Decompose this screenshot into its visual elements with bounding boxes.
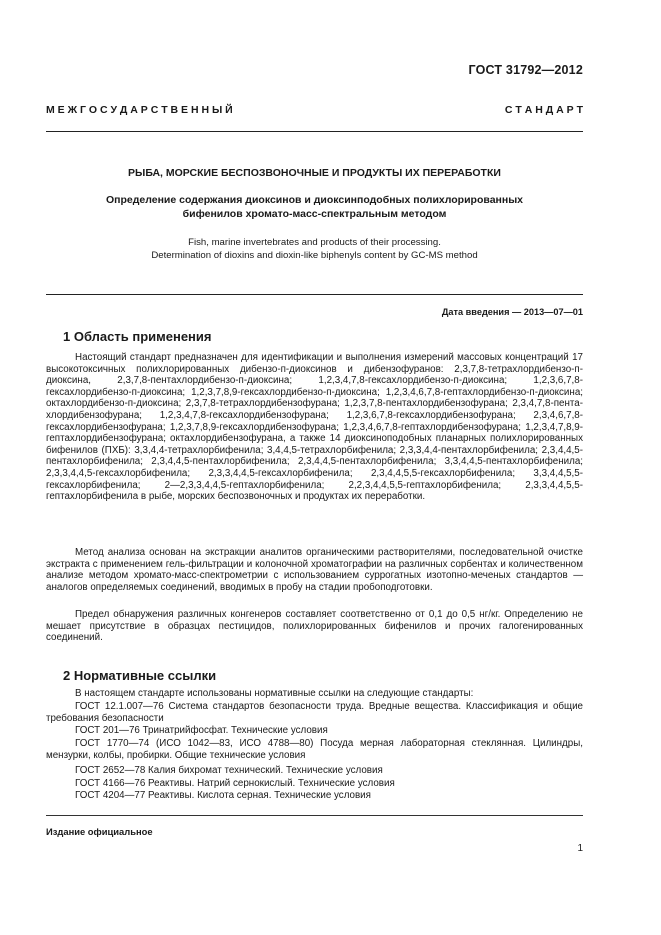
- english-title-line2: Determination of dioxins and dioxin-like biphenyls content by GC-MS method: [151, 250, 478, 261]
- reference-item: ГОСТ 2652—78 Калия бихромат технический. Технические условия: [75, 765, 383, 776]
- banner-word-standard: С Т А Н Д А Р Т: [504, 104, 583, 116]
- section-heading-scope: 1 Область применения: [63, 329, 212, 344]
- scope-paragraph-2: Метод анализа основан на экстракции аналитов органическими растворителями, последовательной очистке экстракта с применением гель-фильтрации и колоночной хроматографии на различных сорбентах и количественном анализе методом хромато-масс-спектрометрии с использованием суррогатных изотопно-меченых стандартов — аналогов определяемых соединений, вводимых в пробу на стадии пробоподготовки.: [46, 547, 583, 593]
- standard-type-banner: [46, 104, 583, 116]
- scope-paragraph-3: Предел обнаружения различных конгенеров составляет соответственно от 0,1 до 0,5 нг/кг. Определению не мешает присутствие в образцах пестицидов, полихлорированных бифенилов и прочих галогенированных соединений.: [46, 609, 583, 644]
- english-title: [80, 236, 549, 262]
- reference-item: ГОСТ 1770—74 (ИСО 1042—83, ИСО 4788—80) Посуда мерная лабораторная стеклянная. Цилиндры, мензурки, колбы, пробирки. Общие технические условия: [46, 738, 583, 761]
- page-number: 1: [577, 843, 583, 854]
- document-title: РЫБА, МОРСКИЕ БЕСПОЗВОНОЧНЫЕ И ПРОДУКТЫ ИХ ПЕРЕРАБОТКИ: [128, 167, 501, 179]
- footer-divider: [46, 815, 583, 816]
- reference-item: ГОСТ 12.1.007—76 Система стандартов безопасности труда. Вредные вещества. Классификация и общие требования безопасности: [46, 701, 583, 724]
- english-title-line1: Fish, marine invertebrates and products of their processing.: [188, 237, 441, 248]
- references-intro: В настоящем стандарте использованы нормативные ссылки на следующие стандарты:: [75, 688, 474, 699]
- section-heading-references: 2 Нормативные ссылки: [63, 668, 217, 683]
- top-divider: [46, 131, 583, 132]
- official-edition-label: Издание официальное: [46, 826, 153, 837]
- document-number: ГОСТ 31792—2012: [468, 63, 583, 77]
- introduction-date: Дата введения — 2013—07—01: [441, 307, 583, 317]
- scope-paragraph-1: Настоящий стандарт предназначен для идентификации и выполнения измерений массовых концентраций 17 высокотоксичных полихлорированных дибензо-п-диоксинов и дибензофуранов: 2,3,7,8-тетрахлордибензо-п-диоксина, 2,3,7,8-пентахлордибензо-п-диоксина; 1,2,3,4,7,8-гексахлордибензо-п-диоксина; 1,2,3,6,7,8-гексахлордибензо-п-диоксина; 1,2,3,7,8,9-гексахлордибензо-п-диоксина; 1,2,3,4,6,7,8-гептахлордибензо-п-диоксина; октахлордибензо-п-диоксина; 2,3,7,8-тетрахлордибензофурана; 1,2,3,7,8-пентахлордибензофурана; 2,3,4,7,8-пента-хлордибензофурана; 1,2,3,4,7,8-гексахлордибензофурана; 1,2,3,6,7,8-гексахлордибензофурана; 2,3,4,6,7,8-гексахлордибензофурана; 1,2,3,7,8,9-гексахлордибензофурана; 1,2,3,4,6,7,8-гептахлордибензофурана; 1,2,3,4,7,8,9-гептахлордибензофурана; октахлордибензофурана, а также 14 диоксиноподобных планарных полихлорированных бифенилов (ПХБ): 3,3,4,4-тетрахлорбифенила; 3,4,4,5-тетрахлорбифенила; 2,3,3,4,4-пентахлорбифенила; 2,3,4,4,5-пентахлорбифенила; 2,3,4,4,5-пентахлорбифенила; 2,3,4,4,5-пентахлорбифенила; 3,3,4,4,5-пентахлорбифенила; 2,3,3,4,4,5-гексахлорбифенила; 2,3,3,4,4,5-гексахлорбифенила; 2,3,4,4,5,5-гексахлорбифенила; 3,3,4,4,5,5-гексахлорбифенила; 2—2,3,3,4,4,5-гептахлорбифенила; 2,2,3,4,4,5,5-гептахлорбифенила; 2,3,3,4,4,5,5-гептахлорбифенила в рыбе, морских беспозвоночных и продуктах их переработки.: [46, 352, 583, 503]
- reference-item: ГОСТ 4204—77 Реактивы. Кислота серная. Технические условия: [75, 790, 371, 801]
- document-subtitle: Определение содержания диоксинов и диоксинподобных полихлорированных бифенилов хромато-масс-спектральным методом: [105, 194, 524, 220]
- reference-item: ГОСТ 201—76 Тринатрийфосфат. Технические условия: [75, 725, 328, 736]
- reference-item: ГОСТ 4166—76 Реактивы. Натрий сернокислый. Технические условия: [75, 778, 395, 789]
- title-divider: [46, 294, 583, 295]
- banner-word-interstate: М Е Ж Г О С У Д А Р С Т В Е Н Н Ы Й: [46, 104, 233, 116]
